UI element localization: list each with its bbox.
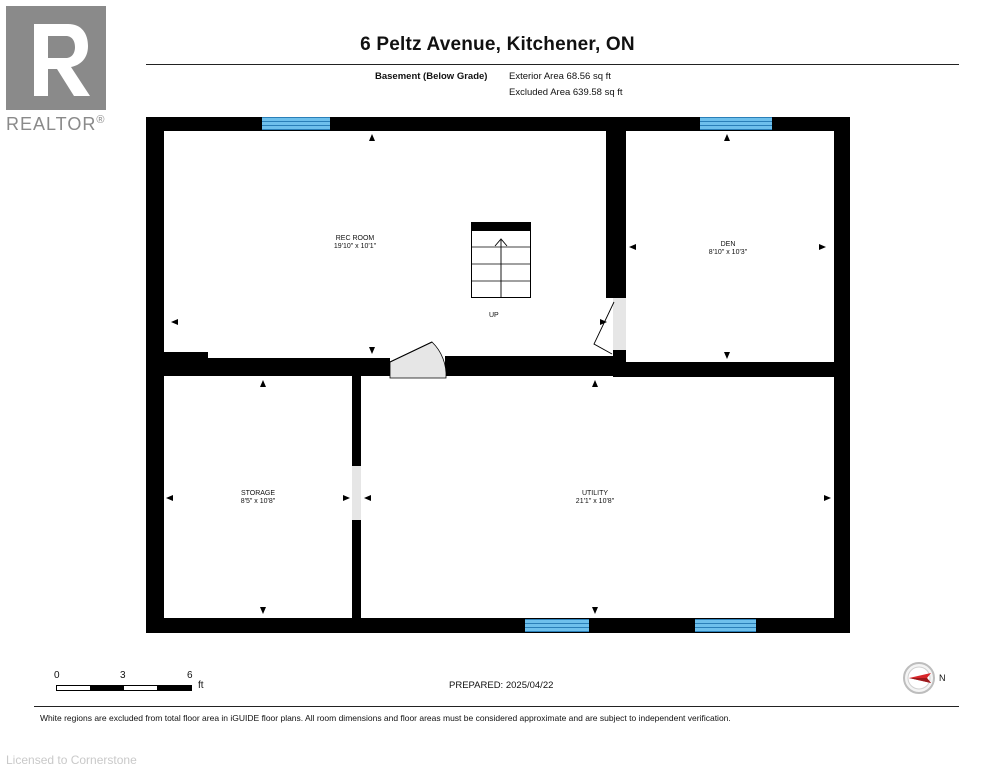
license-text: Licensed to Cornerstone <box>6 753 137 767</box>
dim-arrow-utility-bottom <box>592 607 598 614</box>
room-utility-name: UTILITY <box>581 490 609 497</box>
scale-unit: ft <box>198 680 204 691</box>
window-utility-bottom-a <box>525 619 589 632</box>
dim-arrow-utility-right <box>824 495 831 501</box>
den-door-swing <box>592 298 616 356</box>
compass-north-label: N <box>939 673 946 683</box>
dim-arrow-den-bottom <box>724 352 730 359</box>
compass <box>902 661 952 695</box>
page-title: 6 Peltz Avenue, Kitchener, ON <box>360 34 635 55</box>
scale-tick-3: 3 <box>120 670 126 681</box>
room-den <box>688 241 768 257</box>
door-swing <box>388 338 448 380</box>
level-label: Basement (Below Grade) <box>375 71 488 82</box>
registered-mark: ® <box>96 114 106 126</box>
wall-storage-utility-lower <box>352 520 361 620</box>
dim-arrow-rec-right <box>600 319 607 325</box>
room-storage-dims: 8'5" x 10'8" <box>240 498 276 505</box>
dim-arrow-storage-bottom <box>260 607 266 614</box>
dim-arrow-utility-top <box>592 380 598 387</box>
window-utility-bottom-b <box>695 619 756 632</box>
dim-arrow-den-right <box>819 244 826 250</box>
dim-arrow-rec-left <box>171 319 178 325</box>
compass-icon <box>902 661 938 695</box>
room-rec-room <box>315 235 395 251</box>
wall-rec-utility-mid-a <box>146 358 390 376</box>
scale-tick-6: 6 <box>187 670 193 681</box>
wall-den-utility <box>613 362 850 377</box>
prepared-date: PREPARED: 2025/04/22 <box>449 680 554 691</box>
window-den-top <box>700 117 772 130</box>
scale-tick-0: 0 <box>54 670 60 681</box>
dim-arrow-rec-bottom <box>369 347 375 354</box>
dim-arrow-rec-top <box>369 134 375 141</box>
wall-rec-utility-mid-b <box>445 356 626 376</box>
dim-arrow-den-top <box>724 134 730 141</box>
dim-arrow-utility-left <box>364 495 371 501</box>
room-rec-room-dims: 19'10" x 10'1" <box>333 243 377 250</box>
dim-arrow-storage-left <box>166 495 173 501</box>
disclaimer-text: White regions are excluded from total floor area in iGUIDE floor plans. All room dimensions and floor areas must be considered approximate and are subject to independent verification. <box>40 713 731 723</box>
wall-storage-utility-upper <box>352 376 361 466</box>
exterior-area: Exterior Area 68.56 sq ft <box>509 71 611 82</box>
room-den-dims: 8'10" x 10'3" <box>708 249 748 256</box>
wall-den-left <box>606 117 626 298</box>
stairs-up-label: UP <box>489 312 499 319</box>
window-rec-top <box>262 117 330 130</box>
dim-arrow-storage-right <box>343 495 350 501</box>
room-rec-room-name: REC ROOM <box>335 235 375 242</box>
realtor-wordmark: REALTOR <box>6 114 97 134</box>
room-utility <box>555 490 635 506</box>
footer-divider <box>34 706 959 707</box>
room-storage-name: STORAGE <box>240 490 276 497</box>
opening-storage-utility <box>352 466 361 520</box>
room-den-name: DEN <box>720 241 736 248</box>
room-storage <box>218 490 298 506</box>
room-utility-dims: 21'1" x 10'8" <box>575 498 615 505</box>
scale-bar <box>52 670 222 694</box>
excluded-area: Excluded Area 639.58 sq ft <box>509 87 623 98</box>
dim-arrow-storage-top <box>260 380 266 387</box>
stairs <box>471 222 531 298</box>
dim-arrow-den-left <box>629 244 636 250</box>
